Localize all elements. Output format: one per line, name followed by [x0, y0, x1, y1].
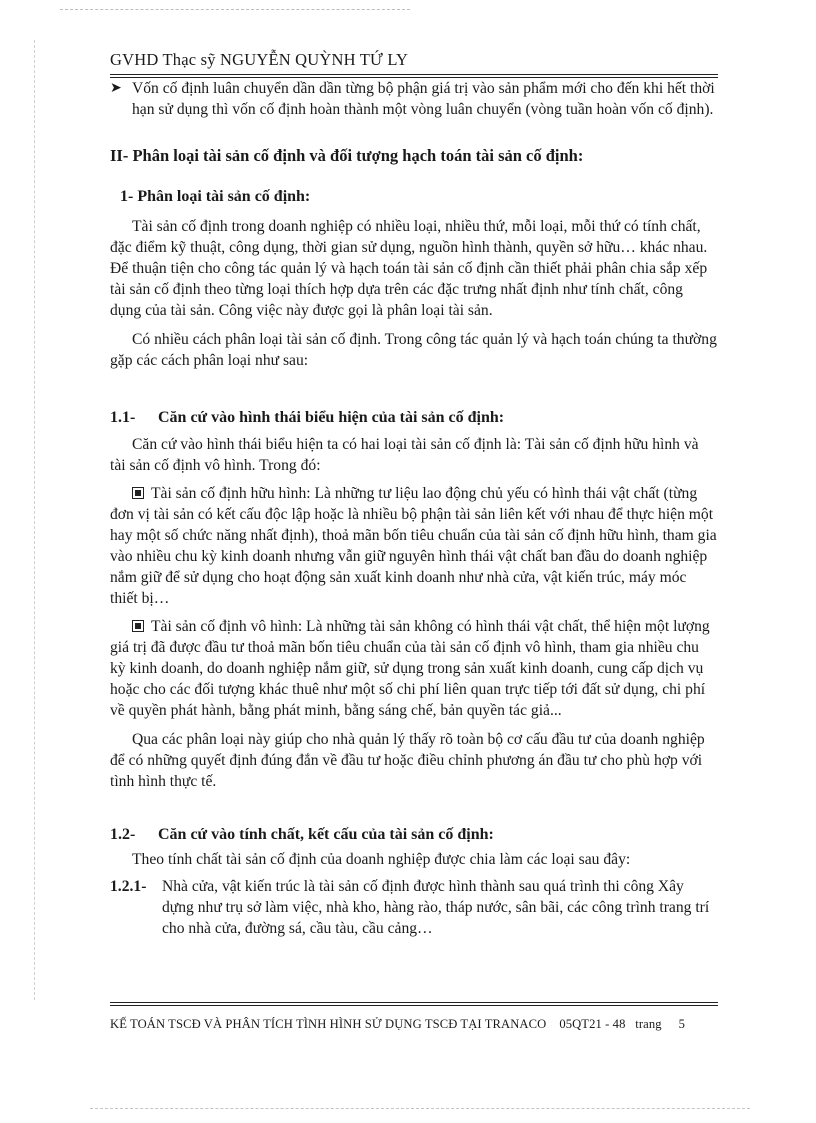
section-1-2-number: 1.2- [110, 826, 136, 843]
section-1-1-heading [110, 407, 718, 428]
intro-bullet-text: Vốn cố định luân chuyển dần dần từng bộ phận giá trị vào sản phẩm mới cho đến khi hết thời hạn sử dụng thì vốn cố định hoàn thành một vòng luân chuyển (vòng tuần hoàn vốn cố định). [132, 80, 715, 118]
footer-page-number: 5 [678, 1017, 686, 1031]
square-bullet-icon [132, 620, 144, 632]
section-1-2-1 [110, 876, 718, 939]
section-1-2-1-number: 1.2.1- [110, 878, 147, 895]
page-header: GVHD Thạc sỹ NGUYỄN QUỲNH TỨ LY [110, 50, 409, 69]
section-1-1-item-1-text: Tài sản cố định hữu hình: Là những tư liệu lao động chủ yếu có hình thái vật chất (từng đơn vị tài sản có kết cấu độc lập hoặc là nhiều bộ phận tài sản liên kết với nhau để thực hiện một hay một số chức năng nhất định), thoả mãn bốn tiêu chuẩn của tài sản cố định hữu hình, tham gia vào nhiều chu kỳ kinh doanh nhưng vẫn giữ nguyên hình thái vật chất ban đầu do doanh nghiệp nắm giữ để sử dụng cho hoạt động sản xuất kinh doanh như nhà cửa, vật kiến trúc, máy móc thiết bị… [110, 485, 717, 607]
footer-rule [110, 1002, 718, 1006]
section-1-2-paragraph-1: Theo tính chất tài sản cố định của doanh nghiệp được chia làm các loại sau đây: [132, 851, 631, 868]
section-1-2-heading [110, 824, 718, 845]
section-1-1-number: 1.1- [110, 409, 136, 426]
square-bullet-icon [132, 487, 144, 499]
section-1-1-item-2 [110, 616, 718, 721]
subsection-1-paragraph-1: Tài sản cố định trong doanh nghiệp có nhiều loại, nhiều thứ, mỗi loại, mỗi thứ có tính chất, đặc điểm kỹ thuật, công dụng, thời gian sử dụng, nguồn hình thành, quyền sở hữu… khác nhau. Để thuận tiện cho công tác quản lý và hạch toán tài sản cố định cần thiết phải phân chia sắp xếp tài sản cố định theo từng loại thích hợp dựa trên các đặc trưng nhất định như tính chất, công dụng của tài sản. Công việc này được gọi là phân loại tài sản. [110, 218, 708, 319]
section-1-2-title: Căn cứ vào tính chất, kết cấu của tài sản cố định: [158, 826, 494, 843]
section-1-1-item-2-text: Tài sản cố định vô hình: Là những tài sản không có hình thái vật chất, thể hiện một lượng giá trị đã được đầu tư thoả mãn bốn tiêu chuẩn của tài sản cố định vô hình, tham gia nhiều chu kỳ kinh doanh, do doanh nghiệp nắm giữ, sử dụng trong sản xuất kinh doanh, cung cấp dịch vụ hoặc cho các đối tượng khác thuê như một số chi phí liên quan trực tiếp tới đất sử dụng, chi phí về quyền phát hành, bằng phát minh, bằng sáng chế, bản quyền tác giả... [110, 618, 710, 719]
footer-code: 05QT21 - 48 [559, 1017, 626, 1031]
subsection-1-paragraph-2: Có nhiều cách phân loại tài sản cố định. Trong công tác quản lý và hạch toán chúng ta thường gặp các cách phân loại như sau: [110, 331, 717, 369]
section-1-2-1-text: Nhà cửa, vật kiến trúc là tài sản cố định được hình thành sau quá trình thi công Xây dựng như trụ sở làm việc, nhà kho, hàng rào, tháp nước, sân bãi, các công trình trang trí cho nhà cửa, đường sá, cầu tàu, cầu cảng… [162, 878, 710, 937]
scan-artifact-bottom [90, 1108, 750, 1109]
section-1-1-paragraph-2: Qua các phân loại này giúp cho nhà quản lý thấy rõ toàn bộ cơ cấu đầu tư của doanh nghiệp để có những quyết định đúng đắn về đầu tư hoặc điều chỉnh phương án đầu tư cho phù hợp với tình hình thực tế. [110, 731, 705, 790]
footer-page-label: trang [635, 1017, 662, 1031]
subsection-1-heading: 1- Phân loại tài sản cố định: [120, 188, 311, 205]
scan-artifact-left [34, 40, 35, 1000]
section-2-heading: II- Phân loại tài sản cố định và đối tượng hạch toán tài sản cố định: [110, 146, 584, 165]
footer-title: KẾ TOÁN TSCĐ VÀ PHÂN TÍCH TÌNH HÌNH SỬ DỤNG TSCĐ TẠI TRANACO [110, 1017, 547, 1031]
intro-bullet [110, 78, 718, 120]
section-1-1-item-1 [110, 483, 718, 609]
arrow-bullet-icon: ➤ [110, 81, 122, 96]
scan-artifact-top [60, 9, 410, 10]
page-footer [110, 1017, 750, 1032]
section-1-1-paragraph-1: Căn cứ vào hình thái biểu hiện ta có hai loại tài sản cố định là: Tài sản cố định hữu hình và tài sản cố định vô hình. Trong đó: [110, 436, 699, 474]
section-1-1-title: Căn cứ vào hình thái biểu hiện của tài sản cố định: [158, 409, 505, 426]
page-body [110, 78, 718, 939]
